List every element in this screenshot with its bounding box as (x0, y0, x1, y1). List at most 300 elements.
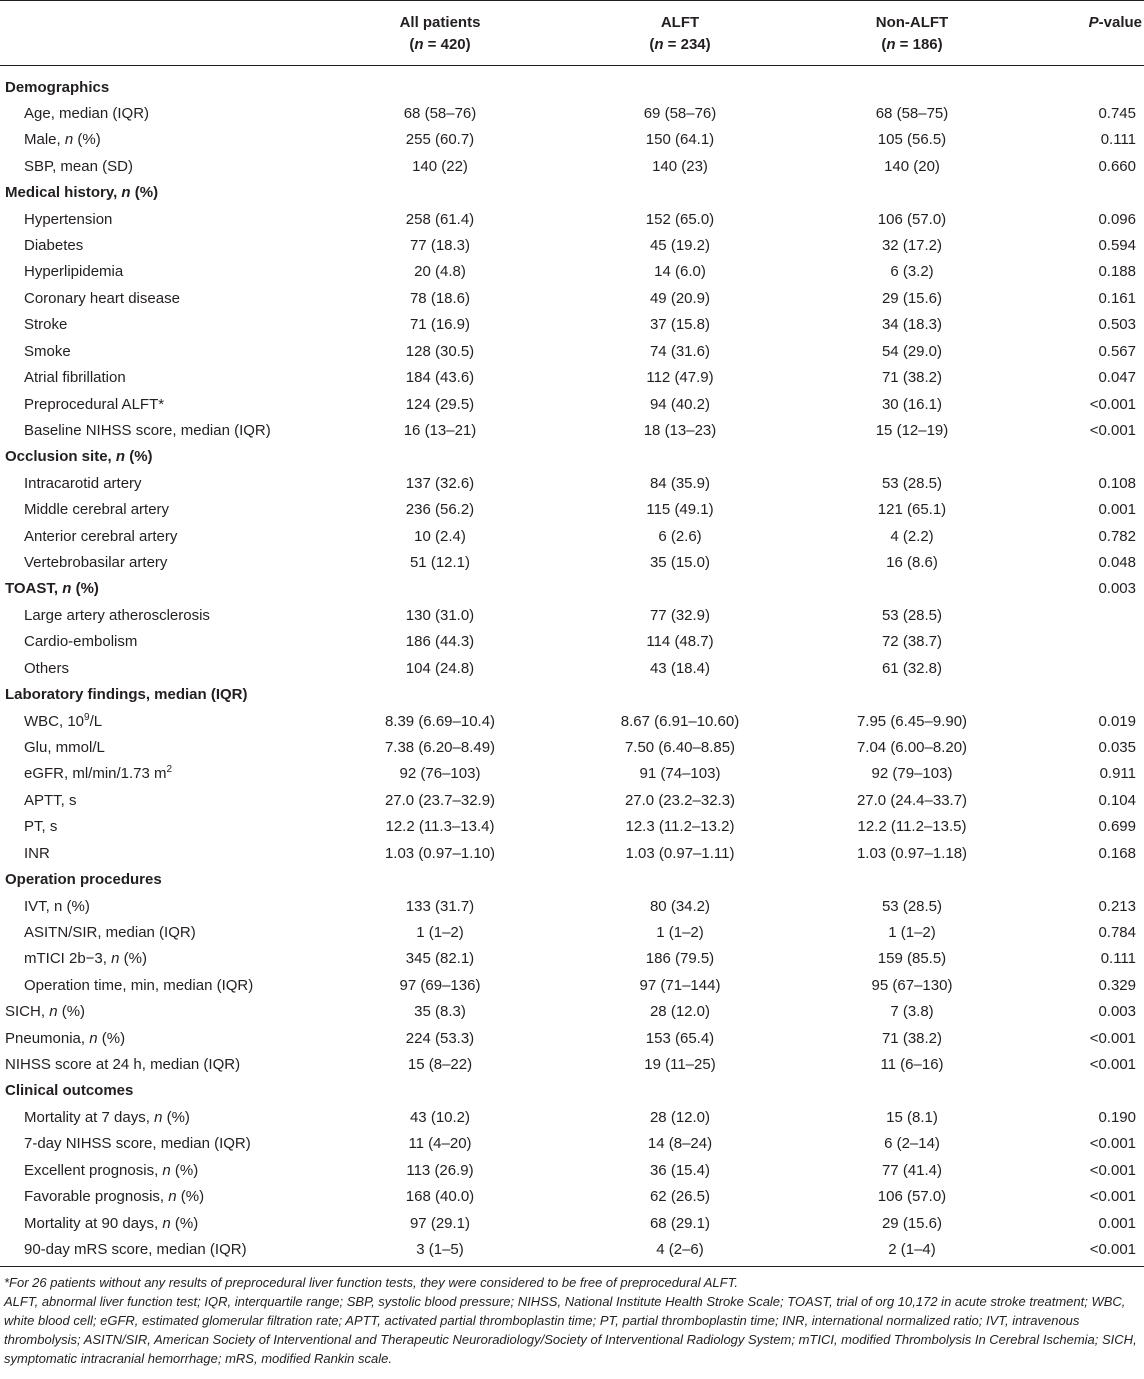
header-n-label: n (414, 36, 424, 53)
row-label-text: ASITN/SIR, median (IQR) (24, 923, 196, 941)
all-patients-value: 97 (69–136) (399, 976, 481, 994)
row-label (24, 312, 67, 338)
row-label-italic: n (49, 1003, 58, 1021)
p-value: 0.111 (1100, 950, 1136, 968)
row-label (24, 735, 105, 761)
alft-value: 27.0 (23.2–32.3) (624, 791, 736, 809)
all-patients-value: 10 (2.4) (414, 527, 466, 545)
p-value: 0.329 (1098, 976, 1136, 994)
alft-value: 6 (2.6) (658, 527, 702, 545)
all-patients-value: 12.2 (11.3–13.4) (385, 818, 495, 836)
alft-value: 28 (12.0) (649, 1108, 711, 1126)
row-label-text: WBC, 10 (24, 712, 85, 730)
p-value: 0.001 (1098, 501, 1136, 519)
table-row (0, 550, 1144, 576)
all-patients-value: 15 (8–22) (407, 1056, 473, 1074)
header-n-value: = 186) (895, 36, 943, 53)
table-row (0, 524, 1144, 550)
table-row (0, 603, 1144, 629)
row-label-text: PT, s (24, 818, 58, 836)
row-label-text: Demographics (5, 78, 110, 96)
row-label-text: Diabetes (24, 237, 84, 255)
non-alft-value: 6 (3.2) (890, 263, 934, 281)
all-patients-value: 3 (1–5) (416, 1240, 464, 1258)
all-patients-value: 7.38 (6.20–8.49) (384, 739, 496, 756)
alft-value: 49 (20.9) (649, 289, 711, 307)
row-label-text: Intracarotid artery (24, 474, 142, 492)
non-alft-value: 72 (38.7) (881, 633, 943, 651)
row-label (24, 471, 142, 497)
row-label (24, 946, 147, 972)
non-alft-value: 77 (41.4) (881, 1161, 943, 1179)
table-row (0, 761, 1144, 787)
section-row (0, 682, 1144, 708)
row-label-suffix: (%) (97, 1029, 126, 1047)
alft-value: 153 (65.4) (645, 1029, 715, 1047)
row-label-text: Cardio-embolism (24, 633, 138, 651)
table-header (0, 0, 1144, 66)
all-patients-value: 92 (76–103) (399, 765, 481, 783)
row-label-text: INR (24, 844, 50, 862)
p-value: <0.001 (1089, 1135, 1136, 1153)
row-label-text: IVT, n (%) (24, 897, 90, 915)
alft-value: 35 (15.0) (649, 554, 711, 572)
row-label (24, 550, 167, 576)
row-label (5, 1052, 240, 1078)
row-label (24, 339, 71, 365)
alft-value: 4 (2–6) (656, 1240, 704, 1258)
p-value: <0.001 (1089, 395, 1136, 413)
footnote-star: *For 26 patients without any results of preprocedural liver function tests, they were considered to be free of preprocedural ALFT. (4, 1275, 738, 1291)
all-patients-value: 43 (10.2) (409, 1108, 471, 1126)
p-value: 0.503 (1098, 316, 1136, 334)
row-label (24, 259, 123, 285)
p-value: 0.168 (1098, 844, 1136, 862)
row-label (24, 1131, 251, 1157)
p-value: 0.108 (1098, 474, 1136, 492)
alft-value: 152 (65.0) (645, 210, 715, 228)
p-value: <0.001 (1089, 1240, 1136, 1258)
p-value: 0.047 (1098, 369, 1136, 387)
non-alft-value: 7 (3.8) (890, 1003, 934, 1021)
non-alft-value: 29 (15.6) (881, 1214, 943, 1232)
p-value: 0.190 (1098, 1108, 1136, 1126)
row-label-italic: n (64, 131, 74, 149)
row-label (24, 418, 271, 444)
non-alft-value: 1.03 (0.97–1.18) (856, 844, 968, 862)
row-label-text: Baseline NIHSS score, median (IQR) (24, 421, 271, 439)
row-label-italic: n (111, 950, 120, 968)
row-label-text: Coronary heart disease (24, 289, 180, 307)
row-label (5, 444, 153, 470)
p-value: 0.567 (1098, 342, 1136, 360)
row-label-text: Others (24, 659, 70, 677)
all-patients-value: 68 (58–76) (403, 104, 477, 122)
alft-value: 14 (8–24) (647, 1135, 713, 1153)
non-alft-value: 68 (58–75) (875, 104, 949, 122)
table-row (0, 207, 1144, 233)
table-row (0, 1211, 1144, 1237)
row-label (24, 286, 180, 312)
section-row (0, 444, 1144, 470)
row-label-text: Smoke (24, 342, 71, 360)
alft-value: 69 (58–76) (643, 104, 717, 122)
p-value: 0.001 (1098, 1214, 1136, 1232)
p-value: 0.003 (1098, 580, 1136, 598)
row-label (24, 497, 169, 523)
p-value: 0.035 (1098, 739, 1136, 756)
all-patients-value: 186 (44.3) (405, 633, 475, 651)
row-label-text: Age, median (IQR) (24, 104, 150, 122)
alft-value: 115 (49.1) (646, 501, 714, 519)
all-patients-value: 168 (40.0) (405, 1188, 475, 1206)
all-patients-value: 130 (31.0) (405, 606, 475, 624)
row-label-text: Hyperlipidemia (24, 263, 124, 281)
non-alft-value: 140 (20) (884, 157, 940, 175)
section-row (0, 867, 1144, 893)
header-n-value: = 234) (663, 36, 711, 53)
non-alft-value: 159 (85.5) (877, 950, 947, 968)
non-alft-value: 4 (2.2) (890, 527, 934, 545)
row-label-text: Operation procedures (5, 871, 162, 889)
table-row (0, 920, 1144, 946)
table-row (0, 497, 1144, 523)
p-value: <0.001 (1089, 421, 1136, 439)
all-patients-value: 78 (18.6) (409, 289, 471, 307)
table-row (0, 709, 1144, 735)
alft-value: 18 (13–23) (643, 421, 717, 439)
all-patients-value: 27.0 (23.7–32.9) (384, 791, 496, 809)
row-label-superscript: 2 (166, 764, 173, 776)
alft-value: 19 (11–25) (644, 1056, 716, 1074)
row-label-text: Clinical outcomes (5, 1082, 134, 1100)
row-label-text: Glu, mmol/L (24, 739, 105, 756)
non-alft-value: 61 (32.8) (881, 659, 943, 677)
non-alft-value: 53 (28.5) (881, 606, 943, 624)
row-label-text: Anterior cerebral artery (24, 527, 178, 545)
row-label-text: Atrial fibrillation (24, 369, 126, 387)
non-alft-value: 7.95 (6.45–9.90) (856, 712, 968, 730)
row-label-text: Large artery atherosclerosis (24, 606, 210, 624)
alft-value: 14 (6.0) (654, 263, 706, 281)
all-patients-value: 16 (13–21) (403, 421, 477, 439)
non-alft-value: 53 (28.5) (881, 474, 943, 492)
row-label-text: Laboratory findings, median (IQR) (5, 686, 248, 704)
row-label-italic: n (62, 580, 72, 598)
row-label (24, 814, 57, 840)
all-patients-value: 11 (4–20) (408, 1135, 472, 1153)
section-row (0, 576, 1144, 602)
header-n-value: = 420) (423, 36, 471, 53)
row-label-italic: n (115, 448, 126, 466)
alft-value: 112 (47.9) (646, 369, 714, 387)
alft-value: 186 (79.5) (645, 950, 715, 968)
table-row (0, 392, 1144, 418)
section-row (0, 1078, 1144, 1104)
row-label-suffix: (%) (130, 184, 159, 202)
row-label (24, 920, 196, 946)
table-footnotes (4, 1273, 1142, 1368)
non-alft-value: 27.0 (24.4–33.7) (856, 791, 968, 809)
row-label (24, 1237, 247, 1263)
row-label (24, 894, 90, 920)
p-value: 0.213 (1098, 897, 1136, 915)
non-alft-value: 11 (6–16) (880, 1056, 944, 1074)
row-label-text: Excellent prognosis, (24, 1161, 163, 1179)
table-row (0, 1158, 1144, 1184)
p-value: 0.048 (1098, 554, 1136, 572)
row-label (24, 524, 177, 550)
header-title: ALFT (660, 14, 700, 31)
row-label (24, 233, 83, 259)
header-title: All patients (399, 14, 481, 31)
row-label-superscript: 9 (84, 711, 90, 723)
row-label-text: Favorable prognosis, (24, 1188, 169, 1206)
row-label (24, 656, 69, 682)
row-label (24, 1211, 198, 1237)
row-label-italic: n (168, 1188, 177, 1206)
bottom-rule (0, 1266, 1144, 1267)
row-label-text: Mortality at 7 days, (24, 1108, 155, 1126)
all-patients-value: 1.03 (0.97–1.10) (384, 844, 496, 862)
table-row (0, 259, 1144, 285)
alft-value: 43 (18.4) (649, 659, 711, 677)
p-value: <0.001 (1089, 1161, 1136, 1179)
alft-value: 91 (74–103) (639, 765, 721, 783)
header-n-label: n (654, 36, 664, 53)
header-alft: ALFT (n = 234) (649, 14, 711, 53)
row-label-suffix: (%) (73, 131, 101, 149)
table-row (0, 814, 1144, 840)
header-non-alft: Non-ALFT (n = 186) (875, 14, 949, 53)
alft-value: 140 (23) (652, 157, 708, 175)
non-alft-value: 95 (67–130) (871, 976, 953, 994)
row-label (5, 576, 99, 602)
non-alft-value: 121 (65.1) (877, 501, 947, 519)
p-value: <0.001 (1089, 1029, 1136, 1047)
non-alft-value: 71 (38.2) (881, 1029, 943, 1047)
row-label-italic: n (154, 1108, 163, 1126)
row-label (24, 154, 133, 180)
p-value: 0.782 (1098, 527, 1136, 545)
header-p: P (1088, 14, 1099, 31)
all-patients-value: 133 (31.7) (405, 897, 475, 915)
header-title: Non-ALFT (875, 14, 949, 31)
all-patients-value: 51 (12.1) (409, 554, 471, 572)
all-patients-value: 128 (30.5) (405, 342, 475, 360)
row-label (24, 973, 253, 999)
footnote-abbreviations: ALFT, abnormal liver function test; IQR, interquartile range; SBP, systolic blood pressure; NIHSS, National Institute Health Stroke Scale; TOAST, trial of org 10,172 in acute stroke treatment; WBC, white blood cell; eGFR, estimated glomerular filtration rate; APTT, activated partial thromboplastin time; PT, partial thromboplastin time; INR, international normalized ratio; IVT, intravenous thrombolysis; ASITN/SIR, American Society of Interventional and Therapeutic Neuroradiology/Society of Interventional Radiology System; mTICI, modified Thrombolysis In Cerebral Ischemia; SICH, symptomatic intracranial hemorrhage; mRS, modified Rankin scale. (4, 1294, 1137, 1367)
row-label-text: Operation time, min, median (IQR) (24, 976, 254, 994)
table-row (0, 154, 1144, 180)
row-label-text: APTT, s (24, 791, 77, 809)
table-row (0, 365, 1144, 391)
table-row (0, 735, 1144, 761)
row-label (5, 75, 109, 101)
table-row (0, 1131, 1144, 1157)
all-patients-value: 97 (29.1) (409, 1214, 471, 1232)
row-label-text: Vertebrobasilar artery (24, 554, 168, 572)
row-label (24, 841, 50, 867)
table-row (0, 418, 1144, 444)
row-label (24, 709, 102, 735)
row-label-suffix: (%) (119, 950, 147, 968)
p-value: 0.161 (1098, 289, 1136, 307)
all-patients-value: 255 (60.7) (405, 131, 475, 149)
row-label-italic: n (162, 1161, 171, 1179)
row-label-suffix: (%) (57, 1003, 86, 1021)
alft-value: 1.03 (0.97–1.11) (625, 844, 735, 862)
all-patients-value: 1 (1–2) (416, 923, 464, 941)
p-value: 0.096 (1098, 210, 1136, 228)
all-patients-value: 20 (4.8) (414, 263, 466, 281)
row-label (24, 207, 112, 233)
alft-value: 74 (31.6) (649, 342, 711, 360)
row-label-text: TOAST, (5, 580, 63, 598)
row-label-text: 90-day mRS score, median (IQR) (24, 1240, 247, 1258)
non-alft-value: 30 (16.1) (881, 395, 943, 413)
table-row (0, 841, 1144, 867)
row-label (24, 1105, 190, 1131)
alft-value: 7.50 (6.40–8.85) (624, 739, 736, 756)
non-alft-value: 71 (38.2) (881, 369, 943, 387)
table-row (0, 894, 1144, 920)
section-row (0, 75, 1144, 101)
row-label-text: 7-day NIHSS score, median (IQR) (24, 1135, 251, 1153)
table-row (0, 1184, 1144, 1210)
all-patients-value: 236 (56.2) (405, 501, 475, 519)
p-value: 0.594 (1098, 237, 1136, 255)
row-label-text: Preprocedural ALFT* (24, 395, 165, 413)
p-value: 0.111 (1100, 131, 1136, 149)
row-label-text: Occlusion site, (5, 448, 116, 466)
row-label-text: Medical history, (5, 184, 122, 202)
table-row (0, 1105, 1144, 1131)
table-row (0, 233, 1144, 259)
row-label-text: Middle cerebral artery (24, 501, 170, 519)
non-alft-value: 29 (15.6) (881, 289, 943, 307)
row-label (24, 365, 126, 391)
row-label-text: eGFR, ml/min/1.73 m (24, 765, 167, 783)
non-alft-value: 53 (28.5) (881, 897, 943, 915)
all-patients-value: 124 (29.5) (405, 395, 475, 413)
row-label-suffix: (%) (176, 1188, 205, 1206)
table-row (0, 629, 1144, 655)
non-alft-value: 106 (57.0) (877, 1188, 947, 1206)
all-patients-value: 35 (8.3) (414, 1003, 466, 1021)
p-value: 0.699 (1098, 818, 1136, 836)
p-value: 0.911 (1099, 765, 1136, 783)
non-alft-value: 2 (1–4) (888, 1240, 936, 1258)
row-label-italic: n (89, 1029, 98, 1047)
p-value: 0.784 (1098, 923, 1136, 941)
p-value: 0.188 (1098, 263, 1136, 281)
alft-value: 94 (40.2) (649, 395, 711, 413)
header-p-rest: -value (1098, 14, 1142, 31)
alft-value: 114 (48.7) (646, 633, 714, 651)
alft-value: 8.67 (6.91–10.60) (620, 712, 740, 730)
table-row (0, 1237, 1144, 1263)
table-row (0, 286, 1144, 312)
row-label (24, 761, 172, 787)
row-label (24, 1158, 198, 1184)
alft-value: 62 (26.5) (649, 1188, 711, 1206)
row-label-italic: n (121, 184, 131, 202)
table-row (0, 946, 1144, 972)
row-label-text: Hypertension (24, 210, 113, 228)
non-alft-value: 6 (2–14) (884, 1135, 940, 1153)
table-row (0, 127, 1144, 153)
row-label-suffix: /L (89, 712, 103, 730)
row-label-suffix: (%) (162, 1108, 190, 1126)
non-alft-value: 34 (18.3) (881, 316, 943, 334)
all-patients-value: 184 (43.6) (405, 369, 475, 387)
alft-value: 45 (19.2) (649, 237, 711, 255)
non-alft-value: 7.04 (6.00–8.20) (856, 739, 968, 756)
row-label-italic: n (162, 1214, 171, 1232)
row-label-text: Pneumonia, (5, 1029, 90, 1047)
all-patients-value: 258 (61.4) (405, 210, 475, 228)
table-row (0, 1052, 1144, 1078)
all-patients-value: 137 (32.6) (405, 474, 475, 492)
row-label-text: mTICI 2b−3, (24, 950, 112, 968)
non-alft-value: 15 (12–19) (875, 421, 949, 439)
alft-value: 36 (15.4) (649, 1161, 711, 1179)
header-n-label: n (886, 36, 896, 53)
p-value: 0.019 (1098, 712, 1136, 730)
row-label (24, 1184, 204, 1210)
row-label-suffix: (%) (170, 1214, 199, 1232)
row-label-text: Male, (24, 131, 65, 149)
table-row (0, 312, 1144, 338)
row-label (5, 999, 85, 1025)
row-label-suffix: (%) (125, 448, 153, 466)
all-patients-value: 113 (26.9) (406, 1161, 474, 1179)
alft-value: 80 (34.2) (649, 897, 711, 915)
row-label-suffix: (%) (71, 580, 99, 598)
header-p-value (1070, 12, 1142, 34)
all-patients-value: 71 (16.9) (409, 316, 471, 334)
table-row (0, 1026, 1144, 1052)
all-patients-value: 77 (18.3) (409, 237, 471, 255)
non-alft-value: 105 (56.5) (877, 131, 947, 149)
non-alft-value: 32 (17.2) (881, 237, 943, 255)
p-value: <0.001 (1089, 1056, 1136, 1074)
table-row (0, 656, 1144, 682)
table-row (0, 788, 1144, 814)
table-row (0, 973, 1144, 999)
header-all-patients: All patients (n = 420) (399, 14, 481, 53)
row-label-text: SBP, mean (SD) (24, 157, 133, 175)
table-row (0, 999, 1144, 1025)
table-row (0, 339, 1144, 365)
alft-value: 97 (71–144) (639, 976, 721, 994)
row-label-suffix: (%) (170, 1161, 199, 1179)
row-label (5, 1078, 133, 1104)
alft-value: 68 (29.1) (649, 1214, 711, 1232)
row-label-text: Stroke (24, 316, 68, 334)
all-patients-value: 224 (53.3) (405, 1029, 475, 1047)
non-alft-value: 16 (8.6) (886, 554, 938, 572)
row-label-text: SICH, (5, 1003, 50, 1021)
row-label (5, 867, 162, 893)
all-patients-value: 8.39 (6.69–10.4) (384, 712, 496, 730)
p-value: <0.001 (1089, 1188, 1136, 1206)
alft-value: 12.3 (11.2–13.2) (625, 818, 735, 836)
p-value: 0.745 (1098, 104, 1136, 122)
non-alft-value: 106 (57.0) (877, 210, 947, 228)
table-row (0, 101, 1144, 127)
